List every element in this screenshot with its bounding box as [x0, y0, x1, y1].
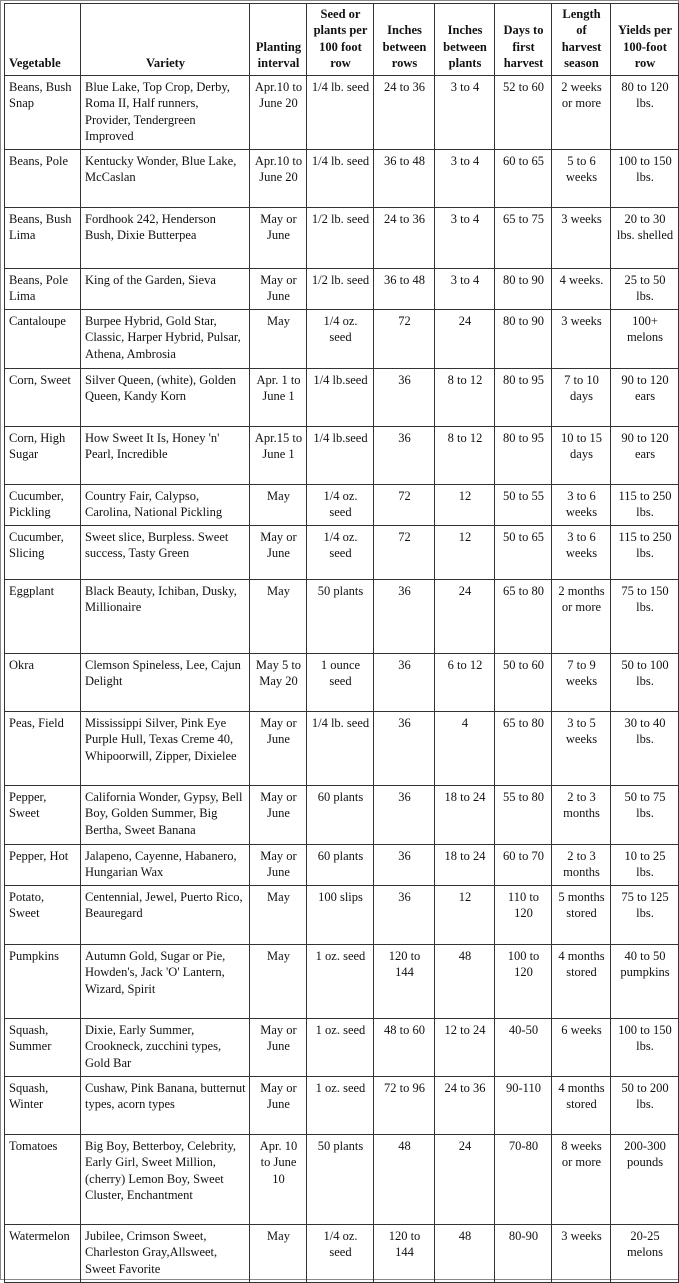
vegetable-cell: Pumpkins: [5, 945, 81, 1019]
plant-spacing-cell: 24: [435, 580, 495, 654]
plant-spacing-cell: 24 to 36: [435, 1077, 495, 1135]
days-to-harvest-cell: 60 to 65: [495, 150, 552, 208]
variety-cell: Clemson Spineless, Lee, Cajun Delight: [81, 654, 250, 712]
yield-cell: 100 to 150 lbs.: [611, 1019, 679, 1077]
seed-amount-cell: 1 oz. seed: [307, 1019, 374, 1077]
yield-cell: 20 to 30 lbs. shelled: [611, 208, 679, 269]
days-to-harvest-cell: 80 to 95: [495, 369, 552, 427]
harvest-length-cell: 7 to 9 weeks: [552, 654, 611, 712]
planting-interval-cell: Apr.10 to June 20: [250, 150, 307, 208]
seed-amount-cell: 100 slips: [307, 886, 374, 945]
harvest-length-cell: 4 weeks.: [552, 269, 611, 310]
yield-cell: 50 to 75 lbs.: [611, 786, 679, 845]
harvest-length-cell: 6 weeks: [552, 1019, 611, 1077]
days-to-harvest-cell: 52 to 60: [495, 76, 552, 150]
plant-spacing-cell: 3 to 4: [435, 269, 495, 310]
header-vegetable: Vegetable: [5, 4, 81, 76]
seed-amount-cell: 1/4 oz. seed: [307, 526, 374, 580]
header-variety: Variety: [81, 4, 250, 76]
header-row: [5, 4, 679, 76]
vegetable-planting-table: [4, 3, 679, 1283]
vegetable-cell: Pepper, Sweet: [5, 786, 81, 845]
yield-cell: 50 to 200 lbs.: [611, 1077, 679, 1135]
row-spacing-cell: 72: [374, 485, 435, 526]
table-row: [5, 654, 679, 712]
vegetable-cell: Corn, Sweet: [5, 369, 81, 427]
yield-cell: 50 to 100 lbs.: [611, 654, 679, 712]
header-planting-interval: Planting interval: [250, 4, 307, 76]
table-row: [5, 1225, 679, 1283]
row-spacing-cell: 48 to 60: [374, 1019, 435, 1077]
row-spacing-cell: 36 to 48: [374, 150, 435, 208]
seed-amount-cell: 1/4 lb. seed: [307, 150, 374, 208]
vegetable-cell: Corn, High Sugar: [5, 427, 81, 485]
planting-interval-cell: May or June: [250, 786, 307, 845]
variety-cell: How Sweet It Is, Honey 'n' Pearl, Incredible: [81, 427, 250, 485]
variety-cell: Dixie, Early Summer, Crookneck, zucchini types, Gold Bar: [81, 1019, 250, 1077]
variety-cell: Centennial, Jewel, Puerto Rico, Beauregard: [81, 886, 250, 945]
seed-amount-cell: 1/4 oz. seed: [307, 310, 374, 369]
row-spacing-cell: 36: [374, 886, 435, 945]
variety-cell: Silver Queen, (white), Golden Queen, Kandy Korn: [81, 369, 250, 427]
vegetable-cell: Cucumber, Slicing: [5, 526, 81, 580]
planting-interval-cell: May or June: [250, 712, 307, 786]
seed-amount-cell: 1 oz. seed: [307, 1077, 374, 1135]
days-to-harvest-cell: 65 to 80: [495, 580, 552, 654]
days-to-harvest-cell: 65 to 80: [495, 712, 552, 786]
table-row: [5, 886, 679, 945]
plant-spacing-cell: 18 to 24: [435, 786, 495, 845]
variety-cell: Burpee Hybrid, Gold Star, Classic, Harper Hybrid, Pulsar, Athena, Ambrosia: [81, 310, 250, 369]
variety-cell: Blue Lake, Top Crop, Derby, Roma II, Half runners, Provider, Tendergreen Improved: [81, 76, 250, 150]
seed-amount-cell: 1/4 lb.seed: [307, 427, 374, 485]
header-yields: Yields per 100-foot row: [611, 4, 679, 76]
row-spacing-cell: 24 to 36: [374, 208, 435, 269]
seed-amount-cell: 1/2 lb. seed: [307, 208, 374, 269]
seed-amount-cell: 60 plants: [307, 845, 374, 886]
harvest-length-cell: 3 weeks: [552, 208, 611, 269]
days-to-harvest-cell: 80 to 90: [495, 269, 552, 310]
planting-interval-cell: May or June: [250, 845, 307, 886]
table-row: [5, 76, 679, 150]
vegetable-cell: Beans, Bush Lima: [5, 208, 81, 269]
table-row: [5, 1019, 679, 1077]
harvest-length-cell: 3 to 6 weeks: [552, 526, 611, 580]
table-row: [5, 150, 679, 208]
vegetable-cell: Peas, Field: [5, 712, 81, 786]
days-to-harvest-cell: 50 to 60: [495, 654, 552, 712]
harvest-length-cell: 5 to 6 weeks: [552, 150, 611, 208]
yield-cell: 100+ melons: [611, 310, 679, 369]
yield-cell: 25 to 50 lbs.: [611, 269, 679, 310]
table-row: [5, 945, 679, 1019]
planting-interval-cell: May: [250, 485, 307, 526]
planting-interval-cell: Apr.10 to June 20: [250, 76, 307, 150]
planting-interval-cell: May or June: [250, 269, 307, 310]
row-spacing-cell: 120 to 144: [374, 1225, 435, 1283]
planting-interval-cell: Apr.15 to June 1: [250, 427, 307, 485]
vegetable-cell: Pepper, Hot: [5, 845, 81, 886]
plant-spacing-cell: 3 to 4: [435, 150, 495, 208]
variety-cell: Kentucky Wonder, Blue Lake, McCaslan: [81, 150, 250, 208]
planting-interval-cell: May: [250, 1225, 307, 1283]
planting-interval-cell: May or June: [250, 1077, 307, 1135]
vegetable-cell: Tomatoes: [5, 1135, 81, 1225]
days-to-harvest-cell: 110 to 120: [495, 886, 552, 945]
table-row: [5, 369, 679, 427]
plant-spacing-cell: 12 to 24: [435, 1019, 495, 1077]
harvest-length-cell: 5 months stored: [552, 886, 611, 945]
row-spacing-cell: 36: [374, 712, 435, 786]
harvest-length-cell: 4 months stored: [552, 1077, 611, 1135]
variety-cell: Sweet slice, Burpless. Sweet success, Tasty Green: [81, 526, 250, 580]
planting-interval-cell: Apr. 10 to June 10: [250, 1135, 307, 1225]
variety-cell: Autumn Gold, Sugar or Pie, Howden's, Jack 'O' Lantern, Wizard, Spirit: [81, 945, 250, 1019]
harvest-length-cell: 4 months stored: [552, 945, 611, 1019]
yield-cell: 40 to 50 pumpkins: [611, 945, 679, 1019]
plant-spacing-cell: 8 to 12: [435, 369, 495, 427]
table-row: [5, 427, 679, 485]
seed-amount-cell: 1/4 lb. seed: [307, 76, 374, 150]
variety-cell: California Wonder, Gypsy, Bell Boy, Golden Summer, Big Bertha, Sweet Banana: [81, 786, 250, 845]
planting-interval-cell: May: [250, 580, 307, 654]
yield-cell: 75 to 125 lbs.: [611, 886, 679, 945]
plant-spacing-cell: 24: [435, 310, 495, 369]
days-to-harvest-cell: 50 to 55: [495, 485, 552, 526]
days-to-harvest-cell: 50 to 65: [495, 526, 552, 580]
vegetable-cell: Squash, Winter: [5, 1077, 81, 1135]
seed-amount-cell: 60 plants: [307, 786, 374, 845]
plant-spacing-cell: 48: [435, 1225, 495, 1283]
row-spacing-cell: 72 to 96: [374, 1077, 435, 1135]
days-to-harvest-cell: 80-90: [495, 1225, 552, 1283]
yield-cell: 80 to 120 lbs.: [611, 76, 679, 150]
header-seed-or-plants: Seed or plants per 100 foot row: [307, 4, 374, 76]
days-to-harvest-cell: 55 to 80: [495, 786, 552, 845]
row-spacing-cell: 36: [374, 786, 435, 845]
vegetable-cell: Beans, Bush Snap: [5, 76, 81, 150]
row-spacing-cell: 36: [374, 654, 435, 712]
plant-spacing-cell: 6 to 12: [435, 654, 495, 712]
table-row: [5, 1077, 679, 1135]
vegetable-cell: Beans, Pole: [5, 150, 81, 208]
yield-cell: 115 to 250 lbs.: [611, 526, 679, 580]
header-inches-between-plants: Inches between plants: [435, 4, 495, 76]
table-row: [5, 485, 679, 526]
vegetable-cell: Cucumber, Pickling: [5, 485, 81, 526]
variety-cell: King of the Garden, Sieva: [81, 269, 250, 310]
variety-cell: Black Beauty, Ichiban, Dusky, Millionaire: [81, 580, 250, 654]
harvest-length-cell: 3 to 6 weeks: [552, 485, 611, 526]
planting-interval-cell: May or June: [250, 208, 307, 269]
vegetable-cell: Cantaloupe: [5, 310, 81, 369]
variety-cell: Cushaw, Pink Banana, butternut types, acorn types: [81, 1077, 250, 1135]
seed-amount-cell: 50 plants: [307, 1135, 374, 1225]
plant-spacing-cell: 48: [435, 945, 495, 1019]
row-spacing-cell: 72: [374, 310, 435, 369]
harvest-length-cell: 8 weeks or more: [552, 1135, 611, 1225]
yield-cell: 10 to 25 lbs.: [611, 845, 679, 886]
variety-cell: Mississippi Silver, Pink Eye Purple Hull, Texas Creme 40, Whipoorwill, Zipper, Dixielee: [81, 712, 250, 786]
variety-cell: Fordhook 242, Henderson Bush, Dixie Butterpea: [81, 208, 250, 269]
seed-amount-cell: 1 ounce seed: [307, 654, 374, 712]
days-to-harvest-cell: 80 to 95: [495, 427, 552, 485]
plant-spacing-cell: 18 to 24: [435, 845, 495, 886]
row-spacing-cell: 36: [374, 369, 435, 427]
harvest-length-cell: 3 to 5 weeks: [552, 712, 611, 786]
row-spacing-cell: 36 to 48: [374, 269, 435, 310]
table-row: [5, 208, 679, 269]
days-to-harvest-cell: 65 to 75: [495, 208, 552, 269]
header-length-of-harvest-season: Length of harvest season: [552, 4, 611, 76]
plant-spacing-cell: 8 to 12: [435, 427, 495, 485]
yield-cell: 90 to 120 ears: [611, 427, 679, 485]
harvest-length-cell: 2 months or more: [552, 580, 611, 654]
planting-interval-cell: May: [250, 945, 307, 1019]
planting-interval-cell: May 5 to May 20: [250, 654, 307, 712]
yield-cell: 90 to 120 ears: [611, 369, 679, 427]
plant-spacing-cell: 3 to 4: [435, 76, 495, 150]
days-to-harvest-cell: 40-50: [495, 1019, 552, 1077]
days-to-harvest-cell: 80 to 90: [495, 310, 552, 369]
yield-cell: 20-25 melons: [611, 1225, 679, 1283]
table-row: [5, 526, 679, 580]
yield-cell: 100 to 150 lbs.: [611, 150, 679, 208]
row-spacing-cell: 36: [374, 580, 435, 654]
seed-amount-cell: 1/4 lb. seed: [307, 712, 374, 786]
plant-spacing-cell: 3 to 4: [435, 208, 495, 269]
row-spacing-cell: 72: [374, 526, 435, 580]
harvest-length-cell: 7 to 10 days: [552, 369, 611, 427]
plant-spacing-cell: 12: [435, 485, 495, 526]
harvest-length-cell: 10 to 15 days: [552, 427, 611, 485]
row-spacing-cell: 36: [374, 427, 435, 485]
planting-interval-cell: May or June: [250, 1019, 307, 1077]
days-to-harvest-cell: 100 to 120: [495, 945, 552, 1019]
vegetable-cell: Watermelon: [5, 1225, 81, 1283]
harvest-length-cell: 2 to 3 months: [552, 786, 611, 845]
row-spacing-cell: 48: [374, 1135, 435, 1225]
table-row: [5, 580, 679, 654]
plant-spacing-cell: 12: [435, 526, 495, 580]
plant-spacing-cell: 12: [435, 886, 495, 945]
header-days-to-first-harvest: Days to first harvest: [495, 4, 552, 76]
seed-amount-cell: 1/4 oz. seed: [307, 485, 374, 526]
plant-spacing-cell: 24: [435, 1135, 495, 1225]
row-spacing-cell: 24 to 36: [374, 76, 435, 150]
planting-interval-cell: Apr. 1 to June 1: [250, 369, 307, 427]
table-row: [5, 845, 679, 886]
harvest-length-cell: 2 to 3 months: [552, 845, 611, 886]
plant-spacing-cell: 4: [435, 712, 495, 786]
vegetable-cell: Okra: [5, 654, 81, 712]
yield-cell: 115 to 250 lbs.: [611, 485, 679, 526]
variety-cell: Jalapeno, Cayenne, Habanero, Hungarian Wax: [81, 845, 250, 886]
seed-amount-cell: 1/2 lb. seed: [307, 269, 374, 310]
planting-interval-cell: May or June: [250, 526, 307, 580]
yield-cell: 30 to 40 lbs.: [611, 712, 679, 786]
table-row: [5, 1135, 679, 1225]
planting-interval-cell: May: [250, 886, 307, 945]
harvest-length-cell: 3 weeks: [552, 1225, 611, 1283]
seed-amount-cell: 1/4 oz. seed: [307, 1225, 374, 1283]
vegetable-cell: Squash, Summer: [5, 1019, 81, 1077]
days-to-harvest-cell: 90-110: [495, 1077, 552, 1135]
harvest-length-cell: 2 weeks or more: [552, 76, 611, 150]
row-spacing-cell: 120 to 144: [374, 945, 435, 1019]
table-row: [5, 310, 679, 369]
harvest-length-cell: 3 weeks: [552, 310, 611, 369]
variety-cell: Country Fair, Calypso, Carolina, National Pickling: [81, 485, 250, 526]
yield-cell: 200-300 pounds: [611, 1135, 679, 1225]
seed-amount-cell: 50 plants: [307, 580, 374, 654]
table-row: [5, 786, 679, 845]
variety-cell: Big Boy, Betterboy, Celebrity, Early Girl, Sweet Million, (cherry) Lemon Boy, Sweet Cluster, Enchantment: [81, 1135, 250, 1225]
vegetable-cell: Eggplant: [5, 580, 81, 654]
yield-cell: 75 to 150 lbs.: [611, 580, 679, 654]
table-row: [5, 712, 679, 786]
planting-interval-cell: May: [250, 310, 307, 369]
vegetable-cell: Potato, Sweet: [5, 886, 81, 945]
seed-amount-cell: 1 oz. seed: [307, 945, 374, 1019]
days-to-harvest-cell: 60 to 70: [495, 845, 552, 886]
seed-amount-cell: 1/4 lb.seed: [307, 369, 374, 427]
header-inches-between-rows: Inches between rows: [374, 4, 435, 76]
vegetable-cell: Beans, Pole Lima: [5, 269, 81, 310]
table-row: [5, 269, 679, 310]
row-spacing-cell: 36: [374, 845, 435, 886]
days-to-harvest-cell: 70-80: [495, 1135, 552, 1225]
variety-cell: Jubilee, Crimson Sweet, Charleston Gray,Allsweet, Sweet Favorite: [81, 1225, 250, 1283]
